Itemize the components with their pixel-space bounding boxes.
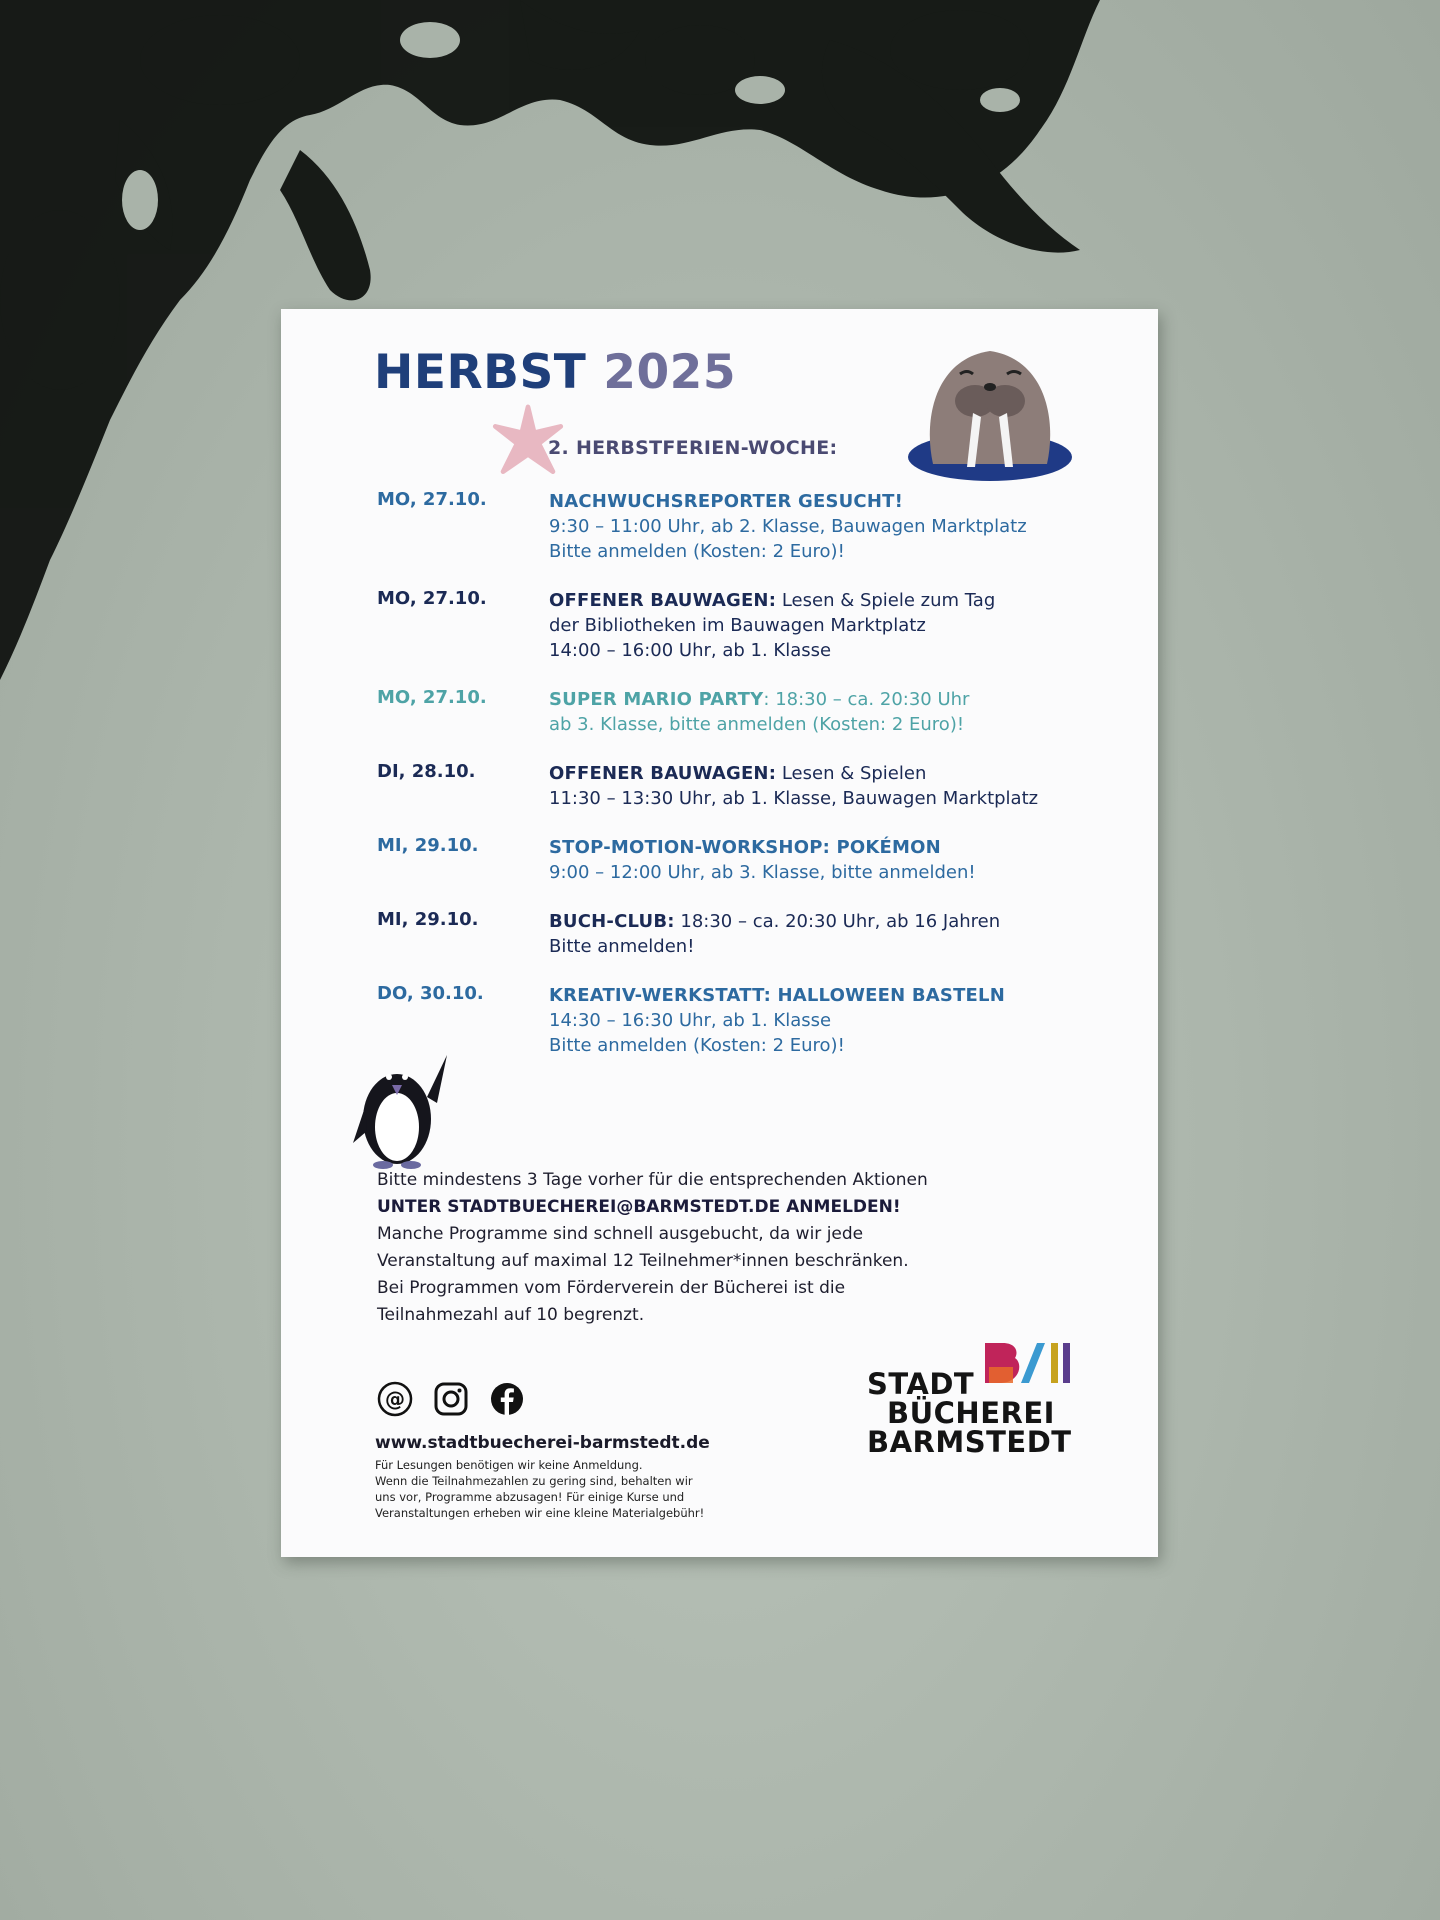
event-title-rest: 18:30 – ca. 20:30 Uhr, ab 16 Jahren (674, 911, 1001, 932)
event-line: Bitte anmelden! (549, 936, 695, 957)
event-details (549, 835, 1119, 885)
title-year: 2025 (603, 345, 737, 400)
logo-word-stadt: STADT (867, 1367, 975, 1401)
event-title: NACHWUCHSREPORTER GESUCHT! (549, 491, 903, 512)
event-details (549, 983, 1119, 1058)
info-line: Manche Programme sind schnell ausgebucht, da wir jede (377, 1224, 864, 1244)
website-url: www.stadtbuecherei-barmstedt.de (375, 1433, 710, 1453)
logo-word-buecherei: BÜCHEREI (887, 1396, 1055, 1430)
event-title-rest: Lesen & Spielen (776, 763, 927, 784)
event-date: DO, 30.10. (377, 983, 484, 1004)
event-title: OFFENER BAUWAGEN: (549, 763, 777, 784)
logo-word-barmstedt: BARMSTEDT (867, 1425, 1072, 1459)
event-line: 14:00 – 16:00 Uhr, ab 1. Klasse (549, 640, 832, 661)
event-line: der Bibliotheken im Bauwagen Marktplatz (549, 615, 926, 636)
info-email-line: UNTER STADTBUECHEREI@BARMSTEDT.DE ANMELDEN! (377, 1197, 901, 1217)
facebook-icon (489, 1381, 525, 1417)
poster-title (374, 345, 736, 400)
logo-bars-mark (985, 1343, 1077, 1395)
info-line: Bitte mindestens 3 Tage vorher für die entsprechenden Aktionen (377, 1170, 928, 1190)
title-season: HERBST (374, 345, 587, 400)
event-title: SUPER MARIO PARTY (549, 689, 764, 710)
disclaimer-text (375, 1457, 795, 1521)
event-details (549, 588, 1119, 663)
event-title-rest: Lesen & Spiele zum Tag (776, 590, 996, 611)
event-line: 9:00 – 12:00 Uhr, ab 3. Klasse, bitte anmelden! (549, 862, 976, 883)
event-date: MI, 29.10. (377, 909, 479, 930)
disclaimer-line: Für Lesungen benötigen wir keine Anmeldung. (375, 1458, 643, 1472)
event-title: STOP-MOTION-WORKSHOP: POKÉMON (549, 837, 941, 858)
event-title-rest: : 18:30 – ca. 20:30 Uhr (763, 689, 970, 710)
social-icons (377, 1381, 525, 1417)
info-line: Veranstaltung auf maximal 12 Teilnehmer*innen beschränken. (377, 1251, 909, 1271)
event-line: 9:30 – 11:00 Uhr, ab 2. Klasse, Bauwagen Marktplatz (549, 516, 1027, 537)
event-details (549, 687, 1119, 737)
at-icon (377, 1381, 413, 1417)
event-date: MI, 29.10. (377, 835, 479, 856)
event-details (549, 489, 1119, 564)
svg-text:@: @ (385, 1387, 405, 1411)
library-logo (867, 1329, 1097, 1459)
walrus-illustration (905, 329, 1075, 489)
flyer-sheet (281, 309, 1158, 1557)
registration-info (377, 1167, 1037, 1329)
info-line: Bei Programmen vom Förderverein der Bücherei ist die (377, 1278, 846, 1298)
event-title: BUCH-CLUB: (549, 911, 675, 932)
event-title: KREATIV-WERKSTATT: HALLOWEEN BASTELN (549, 985, 1005, 1006)
event-line: 11:30 – 13:30 Uhr, ab 1. Klasse, Bauwagen Marktplatz (549, 788, 1039, 809)
event-date: MO, 27.10. (377, 489, 487, 510)
info-line: Teilnahmezahl auf 10 begrenzt. (377, 1305, 645, 1325)
event-line: 14:30 – 16:30 Uhr, ab 1. Klasse (549, 1010, 832, 1031)
event-title: OFFENER BAUWAGEN: (549, 590, 777, 611)
event-date: MO, 27.10. (377, 588, 487, 609)
disclaimer-line: Veranstaltungen erheben wir eine kleine Materialgebühr! (375, 1506, 705, 1520)
disclaimer-line: Wenn die Teilnahmezahlen zu gering sind, behalten wir (375, 1474, 693, 1488)
disclaimer-line: uns vor, Programme abzusagen! Für einige Kurse und (375, 1490, 685, 1504)
event-line: Bitte anmelden (Kosten: 2 Euro)! (549, 541, 845, 562)
event-line: Bitte anmelden (Kosten: 2 Euro)! (549, 1035, 845, 1056)
event-details (549, 761, 1119, 811)
event-date: DI, 28.10. (377, 761, 476, 782)
event-line: ab 3. Klasse, bitte anmelden (Kosten: 2 Euro)! (549, 714, 965, 735)
penguin-illustration (351, 1047, 451, 1172)
event-details (549, 909, 1119, 959)
event-date: MO, 27.10. (377, 687, 487, 708)
instagram-icon (433, 1381, 469, 1417)
week-subtitle: 2. HERBSTFERIEN-WOCHE: (548, 437, 838, 459)
